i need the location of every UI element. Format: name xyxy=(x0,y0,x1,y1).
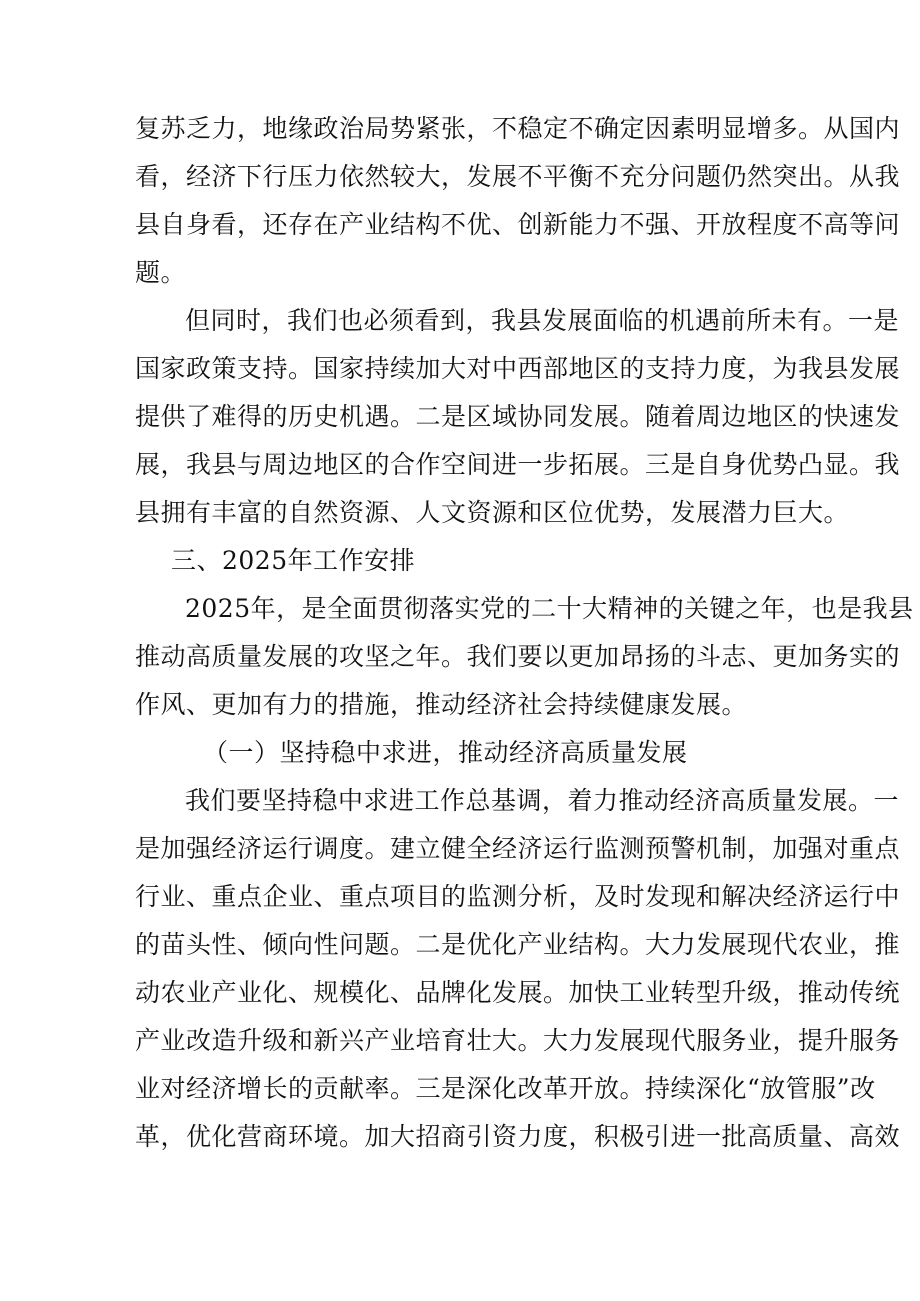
section-heading-text: 三、2025年工作安排 xyxy=(171,546,416,575)
paragraph-line: 县拥有丰富的自然资源、人文资源和区位优势，发展潜力巨大。 xyxy=(135,498,850,527)
paragraph-line: 看，经济下行压力依然较大，发展不平衡不充分问题仍然突出。从我 xyxy=(135,162,901,191)
paragraph-line: 是加强经济运行调度。建立健全经济运行监测预警机制，加强对重点 xyxy=(135,834,901,863)
paragraph-line: 的苗头性、倾向性问题。二是优化产业结构。大力发展现代农业，推 xyxy=(135,930,901,959)
paragraph-line: 县自身看，还存在产业结构不优、创新能力不强、开放程度不高等问 xyxy=(135,210,901,239)
section-heading xyxy=(135,537,785,585)
paragraph-line: 产业改造升级和新兴产业培育壮大。大力发展现代服务业，提升服务 xyxy=(135,1026,901,1055)
paragraph-line: 业对经济增长的贡献率。三是深化改革开放。持续深化“放管服”改 xyxy=(135,1074,876,1103)
paragraph-line: 动农业产业化、规模化、品牌化发展。加快工业转型升级，推动传统 xyxy=(135,978,901,1007)
paragraph-line: 作风、更加有力的措施，推动经济社会持续健康发展。 xyxy=(135,690,748,719)
paragraph-line: 国家政策支持。国家持续加大对中西部地区的支持力度，为我县发展 xyxy=(135,354,901,383)
paragraph-line: 但同时，我们也必须看到，我县发展面临的机遇前所未有。一是 xyxy=(185,306,900,335)
paragraph-line: 展，我县与周边地区的合作空间进一步拓展。三是自身优势凸显。我 xyxy=(135,450,901,479)
subsection-heading-text: （一）坚持稳中求进，推动经济高质量发展 xyxy=(203,738,688,767)
paragraph-line: 革，优化营商环境。加大招商引资力度，积极引进一批高质量、高效 xyxy=(135,1122,901,1151)
paragraph-opportunities xyxy=(135,297,901,537)
paragraph-line: 题。 xyxy=(135,258,187,287)
document-body xyxy=(135,105,914,1161)
paragraph-line: 提供了难得的历史机遇。二是区域协同发展。随着周边地区的快速发 xyxy=(135,402,901,431)
paragraph-context-continued xyxy=(135,105,901,297)
paragraph-economy xyxy=(135,777,901,1161)
paragraph-line: 推动高质量发展的攻坚之年。我们要以更加昂扬的斗志、更加务实的 xyxy=(135,642,901,671)
paragraph-line: 我们要坚持稳中求进工作总基调，着力推动经济高质量发展。一 xyxy=(185,786,900,815)
paragraph-2025-intro xyxy=(135,585,914,729)
paragraph-line: 行业、重点企业、重点项目的监测分析，及时发现和解决经济运行中 xyxy=(135,882,901,911)
subsection-heading xyxy=(135,729,785,777)
paragraph-line: 2025年，是全面贯彻落实党的二十大精神的关键之年，也是我县 xyxy=(185,594,914,623)
paragraph-line: 复苏乏力，地缘政治局势紧张，不稳定不确定因素明显增多。从国内 xyxy=(135,114,901,143)
